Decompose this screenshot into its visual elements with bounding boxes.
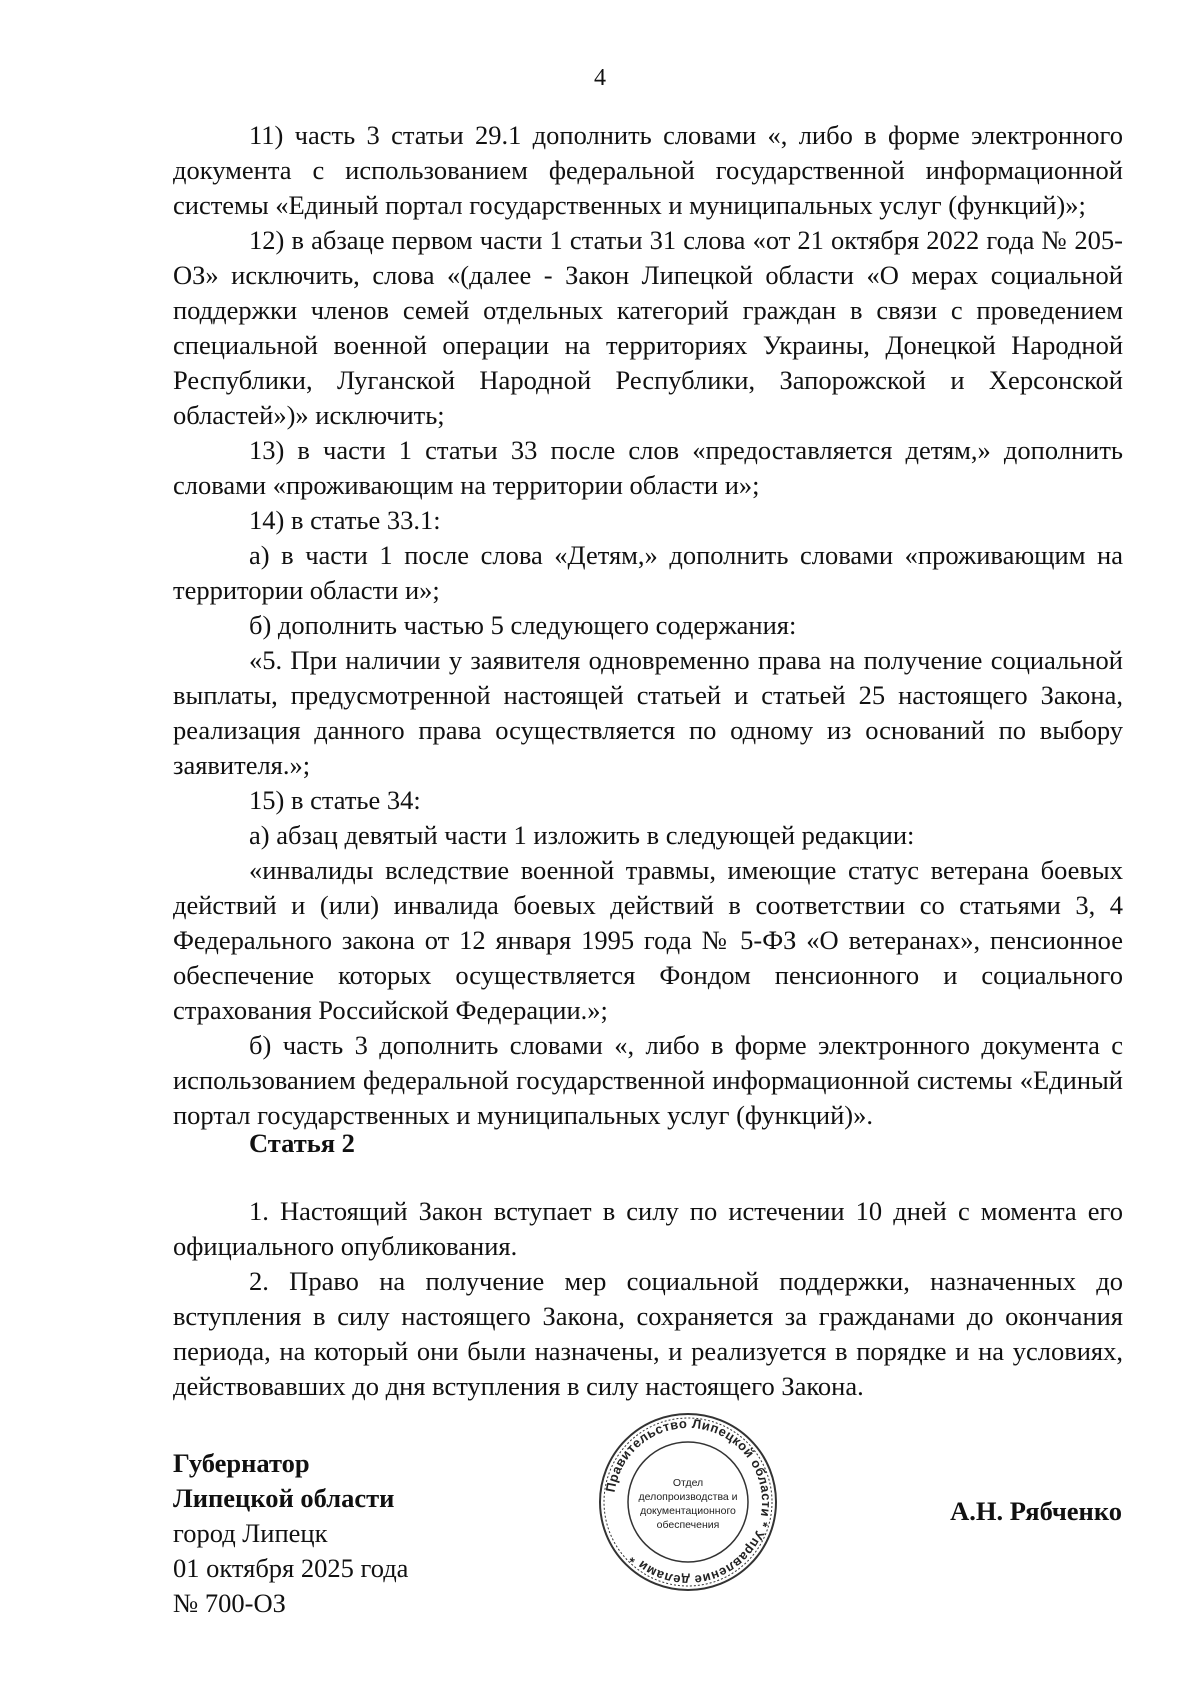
stamp-inner-line4: обеспечения: [656, 1519, 720, 1531]
signing-city: город Липецк: [173, 1518, 328, 1548]
paragraph-item-15b: б) часть 3 дополнить словами «, либо в форме электронного документа с использованием федеральной государственной информационной системы «Единый портал государственных и муниципальных услуг (функций)».: [173, 1030, 1123, 1130]
paragraph-item-14b: б) дополнить частью 5 следующего содержания:: [249, 610, 797, 640]
page-number: 4: [594, 65, 606, 91]
article-2-body: [173, 1194, 1123, 1404]
paragraph-item-13: 13) в части 1 статьи 33 после слов «предоставляется детям,» дополнить словами «проживающим на территории области и»;: [173, 435, 1123, 500]
signer-name: А.Н. Рябченко: [950, 1496, 1122, 1526]
stamp-inner-line2: делопроизводства и: [638, 1491, 738, 1503]
stamp-outer-text: Правительство Липецкой области * Управление делами *: [602, 1415, 775, 1589]
paragraph-item-14b-text: «5. При наличии у заявителя одновременно права на получение социальной выплаты, предусмотренной настоящей статьей и статьей 25 настоящего Закона, реализация данного права осуществляется по одному из оснований по выбору заявителя.»;: [173, 645, 1123, 780]
amendments-list: [173, 118, 1123, 1133]
paragraph-item-15a: а) абзац девятый части 1 изложить в следующей редакции:: [249, 820, 915, 850]
paragraph-item-15a-text: «инвалиды вследствие военной травмы, имеющие статус ветерана боевых действий и (или) инвалида боевых действий в соответствии со статьями 3, 4 Федерального закона от 12 января 1995 года № 5-ФЗ «О ветеранах», пенсионное обеспечение которых осуществляется Фондом пенсионного и социального страхования Российской Федерации.»;: [173, 855, 1123, 1025]
article-2-heading: Статья 2: [249, 1128, 355, 1158]
signing-date: 01 октября 2025 года: [173, 1553, 409, 1583]
law-number: № 700-ОЗ: [173, 1588, 286, 1618]
signer-title-line1: Губернатор: [173, 1448, 310, 1478]
paragraph-item-12: 12) в абзаце первом части 1 статьи 31 слова «от 21 октября 2022 года № 205-ОЗ» исключить, слова «(далее - Закон Липецкой области «О мерах социальной поддержки членов семей отдельных категорий граждан в связи с проведением специальной военной операции на территориях Украины, Донецкой Народной Республики, Луганской Народной Республики, Запорожской и Херсонской областей»)» исключить;: [173, 225, 1123, 430]
article-2-paragraph-1: 1. Настоящий Закон вступает в силу по истечении 10 дней с момента его официального опубликования.: [173, 1196, 1123, 1261]
paragraph-item-14: 14) в статье 33.1:: [249, 505, 441, 535]
official-stamp: [598, 1412, 778, 1592]
article-2-paragraph-2: 2. Право на получение мер социальной поддержки, назначенных до вступления в силу настоящего Закона, сохраняется за гражданами до окончания периода, на который они были назначены, и реализуется в порядке и на условиях, действовавших до дня вступления в силу настоящего Закона.: [173, 1266, 1123, 1401]
signature-block: [173, 1446, 408, 1621]
paragraph-item-14a: а) в части 1 после слова «Детям,» дополнить словами «проживающим на территории области и»;: [173, 540, 1123, 605]
signer-title-line2: Липецкой области: [173, 1483, 395, 1513]
stamp-inner-line3: документационного: [640, 1505, 736, 1517]
paragraph-item-11: 11) часть 3 статьи 29.1 дополнить словами «, либо в форме электронного документа с использованием федеральной государственной информационной системы «Единый портал государственных и муниципальных услуг (функций)»;: [173, 120, 1123, 220]
paragraph-item-15: 15) в статье 34:: [249, 785, 421, 815]
stamp-inner-line1: Отдел: [672, 1477, 704, 1489]
